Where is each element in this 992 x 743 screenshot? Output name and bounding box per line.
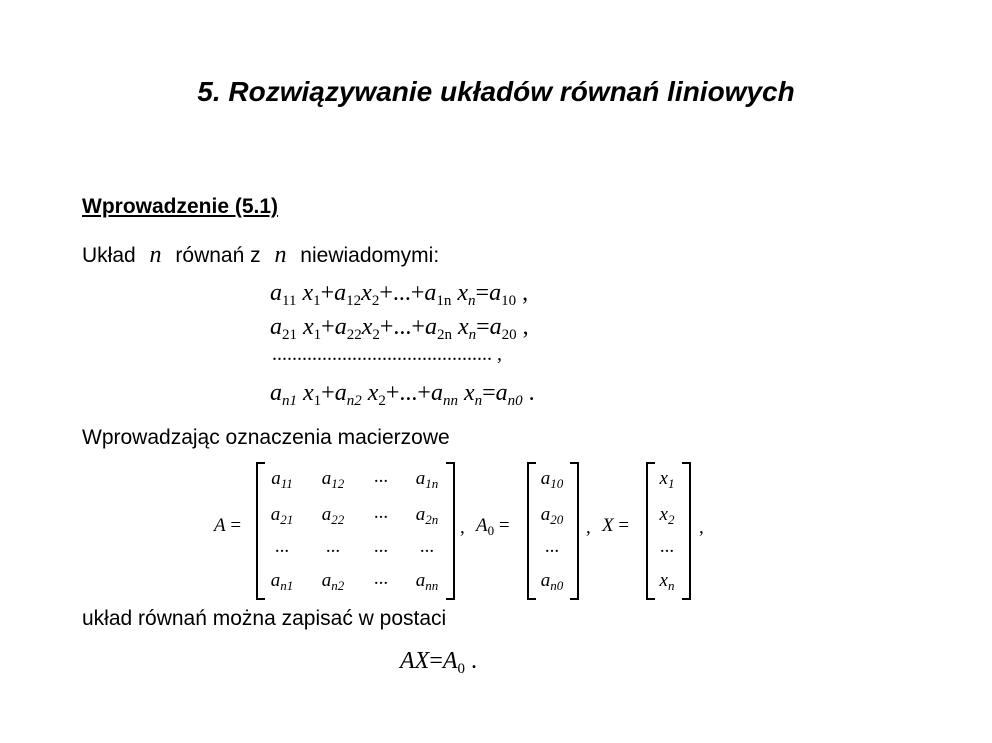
equation-row-n: $a_{n1}$ $x_1+a_{n2}$ $x_2+...+a_{nn}$ $x_n=a_{n0}$ . (270, 380, 535, 409)
matrix-a0-label: $A_0$ = (476, 515, 510, 538)
intro-suffix: niewiadomymi: (300, 244, 440, 267)
matrix-comma: , (460, 517, 465, 538)
matrix-a0-cell: $a_{20}$ (540, 504, 564, 527)
intro-prefix: Układ (82, 244, 136, 267)
matrix-x-cell: $x_n$ (659, 570, 675, 593)
matrix-comma: , (586, 517, 591, 538)
intro-var-n-1: n (149, 242, 162, 268)
matrix-a-cell: $a_{12}$ (321, 468, 345, 491)
matrix-a-cell: ... (373, 568, 389, 589)
matrix-a-cell: $a_{n2}$ (321, 570, 345, 593)
intro-var-n-2: n (274, 242, 287, 268)
equation-row-1: $a_{11}$ $x_1+a_{12}x_2+...+a_{1n}$ $x_n=a_{10}$ , (270, 280, 529, 309)
equation-dotted-row: ............................................ , (272, 343, 502, 365)
matrix-a-cell: $a_{n1}$ (270, 570, 294, 593)
matrix-x-label: X = (602, 515, 630, 536)
matrix-a-cell: $a_{2n}$ (415, 504, 439, 527)
matrix-x-cell: $x_1$ (659, 468, 675, 491)
matrix-a0-cell: $a_{10}$ (540, 468, 564, 491)
matrix-a0-cell: $a_{n0}$ (540, 570, 564, 593)
matrix-a-cell: ... (274, 536, 290, 557)
equation-row-2: $a_{21}$ $x_1+a_{22}x_2+...+a_{2n}$ $x_n=a_{20}$ , (270, 314, 529, 343)
matrix-a0-cell: ... (544, 536, 560, 557)
matrix-equation: $AX=A_0$ . (400, 648, 478, 677)
section-heading: Wprowadzenie (5.1) (82, 195, 279, 218)
matrix-a-cell: $a_{1n}$ (415, 468, 439, 491)
matrix-comma: , (699, 517, 704, 538)
matrix-intro-text: Wprowadzając oznaczenia macierzowe (82, 426, 450, 449)
matrix-a-cell: ... (419, 536, 435, 557)
matrix-x-cell: ... (659, 536, 675, 557)
matrix-a-cell: $a_{22}$ (321, 504, 345, 527)
matrix-a-cell: $a_{21}$ (270, 504, 294, 527)
slide-title: 5. Rozwiązywanie układów równań liniowych (197, 76, 795, 107)
matrix-a-cell: $a_{11}$ (271, 468, 293, 491)
matrix-x-cell: $x_2$ (659, 504, 675, 527)
matrix-a-cell: ... (373, 466, 389, 487)
matrix-a-label: A = (214, 515, 242, 536)
matrix-a-cell: $a_{nn}$ (415, 570, 439, 593)
matrix-a-cell: ... (325, 536, 341, 557)
closing-text: układ równań można zapisać w postaci (82, 607, 447, 630)
matrix-a-cell: ... (373, 502, 389, 523)
matrix-a-cell: ... (373, 536, 389, 557)
intro-middle: równań z (175, 244, 261, 267)
